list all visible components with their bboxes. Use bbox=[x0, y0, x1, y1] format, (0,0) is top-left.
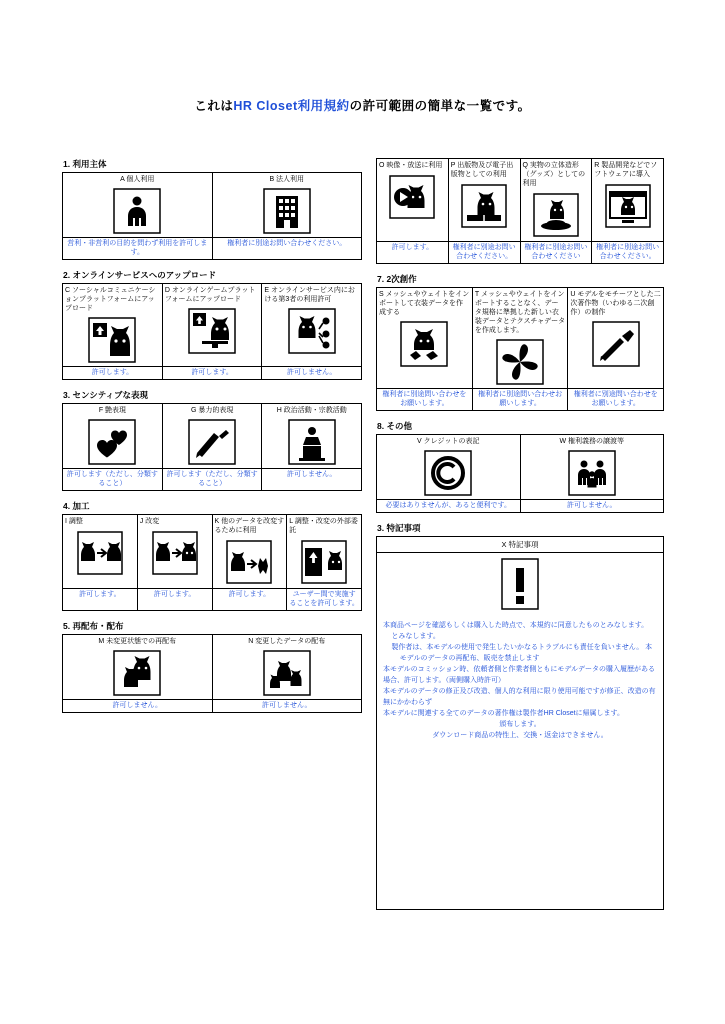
item-T bbox=[473, 288, 568, 388]
item-F-note: 許可します（ただし、分類すること） bbox=[66, 471, 158, 487]
item-G-label: G 暴力的表現 bbox=[190, 407, 234, 414]
item-K-note: 許可します。 bbox=[228, 591, 271, 598]
item-E-label: E オンラインサービス内における第3者の利用許可 bbox=[264, 287, 355, 303]
item-C-label: C ソーシャルコミュニケーションプラットフォームにアップロード bbox=[65, 287, 156, 312]
brush-icon bbox=[589, 319, 643, 369]
item-L-label: L 調整・改変の外部委託 bbox=[289, 518, 358, 534]
redistribute-icon bbox=[110, 648, 164, 698]
item-R bbox=[592, 159, 663, 232]
upload-cat-icon bbox=[85, 315, 139, 365]
building-icon bbox=[260, 186, 314, 236]
item-I bbox=[63, 515, 137, 579]
item-T-note: 権利者に別途問い合わせお願いします。 bbox=[478, 391, 563, 407]
section-4-table bbox=[62, 514, 362, 611]
item-Q-note: 権利者に別途お問い合わせください bbox=[524, 244, 588, 260]
item-V-label: V クレジットの表記 bbox=[417, 438, 480, 445]
section-2-heading: 2. オンラインサービスへのアップロード bbox=[63, 270, 217, 280]
special-para-8: ダウンロード商品の特性上、交換・返金はできません。 bbox=[432, 732, 608, 739]
section-5-heading: 5. 再配布・配布 bbox=[63, 621, 124, 631]
section-7-heading: 7. 2次創作 bbox=[377, 274, 417, 284]
copyright-icon bbox=[421, 448, 475, 498]
item-G-note: 許可します（ただし、分類すること） bbox=[166, 471, 258, 487]
item-J-label: J 改変 bbox=[139, 518, 160, 525]
exclamation-icon bbox=[377, 553, 663, 615]
item-E bbox=[262, 284, 361, 357]
section-1-heading: 1. 利用主体 bbox=[63, 159, 107, 169]
section-6-table bbox=[376, 158, 664, 264]
new-costume-icon bbox=[493, 337, 547, 387]
modify-cat-icon bbox=[148, 528, 202, 578]
item-E-note: 許可しません。 bbox=[287, 369, 337, 376]
section-1-table bbox=[62, 172, 362, 260]
section-7-table bbox=[376, 287, 664, 411]
outsource-cat-icon bbox=[297, 537, 351, 587]
item-H-note: 許可しません。 bbox=[287, 471, 337, 478]
video-play-cat-icon bbox=[385, 172, 439, 222]
item-Q bbox=[521, 159, 592, 241]
section-8-table bbox=[376, 434, 664, 513]
distribute-modified-icon bbox=[260, 648, 314, 698]
item-W-note: 許可しません。 bbox=[567, 502, 617, 509]
item-K bbox=[213, 515, 287, 588]
section-9-heading: 3. 特記事項 bbox=[377, 523, 421, 533]
item-O-note: 許可します。 bbox=[391, 244, 434, 251]
right-column bbox=[376, 158, 664, 910]
item-G bbox=[163, 404, 262, 468]
title-prefix: これは bbox=[194, 99, 234, 113]
item-B bbox=[213, 173, 362, 237]
special-para-5: 本モデルのデータの修正及び改造、個人的な利用に限り使用可能ですが修正、改造の有無にかかわらず bbox=[383, 688, 656, 706]
section-3-heading: 3. センシティブな表現 bbox=[63, 390, 149, 400]
section-3-table bbox=[62, 403, 362, 491]
special-notes-box bbox=[376, 536, 664, 910]
share-cat-icon bbox=[285, 306, 339, 356]
item-D-note: 許可します。 bbox=[191, 369, 233, 376]
book-cat-icon bbox=[457, 181, 511, 231]
item-N-note: 許可しません。 bbox=[262, 702, 312, 709]
person-icon bbox=[110, 186, 164, 236]
item-M bbox=[63, 635, 212, 699]
item-X-label: X 特記事項 bbox=[377, 537, 663, 553]
item-D bbox=[163, 284, 262, 357]
item-L-note: ユーザー間で実施することを許可します。 bbox=[289, 591, 359, 607]
special-para-1: 本商品ページを確認もしくは購入した時点で、本規約に同意したものとみなします。 bbox=[383, 622, 649, 629]
hearts-icon bbox=[85, 417, 139, 467]
section-5-table bbox=[62, 634, 362, 713]
special-notes-empty-area bbox=[377, 749, 663, 909]
software-cat-icon bbox=[601, 181, 655, 231]
item-W bbox=[521, 435, 664, 499]
item-D-label: D オンラインゲームプラットフォームにアップロード bbox=[164, 287, 256, 303]
item-B-label: B 法人利用 bbox=[269, 176, 305, 183]
item-V-note: 必要はありませんが、あると便利です。 bbox=[385, 502, 511, 509]
section-8-heading: 8. その他 bbox=[377, 421, 412, 431]
item-U bbox=[568, 288, 663, 370]
item-R-label: R 製品開発などでソフトウェアに導入 bbox=[594, 162, 658, 178]
item-M-note: 許可しません。 bbox=[112, 702, 162, 709]
item-M-label: M 未変更状態での再配布 bbox=[98, 638, 177, 645]
item-F-label: F 艶表現 bbox=[98, 407, 127, 414]
item-N-label: N 変更したデータの配布 bbox=[248, 638, 326, 645]
figure-icon bbox=[529, 190, 583, 240]
item-R-note: 権利者に別途お問い合わせください。 bbox=[596, 244, 660, 260]
item-A bbox=[63, 173, 212, 237]
item-F bbox=[63, 404, 162, 468]
item-J-note: 許可します。 bbox=[153, 591, 196, 598]
item-U-label: U モデルをモチーフとした二次著作物（いわゆる二次創作）の制作 bbox=[570, 291, 661, 316]
special-para-6: 本モデルに関連する全てのデータの著作権は製作者HR Closetに帰属します。 bbox=[383, 710, 624, 717]
item-B-note: 権利者に別途お問い合わせください。 bbox=[227, 240, 347, 247]
item-P bbox=[449, 159, 520, 232]
knife-icon bbox=[185, 417, 239, 467]
item-L bbox=[287, 515, 361, 588]
item-C bbox=[63, 284, 162, 366]
item-A-note: 営利・非営利の目的を問わず利用を許可します。 bbox=[67, 240, 208, 256]
special-para-4: 本モデルのコミッション時、依頼者側と作業者側ともにモデルデータの購入履歴がある場合、許可します。（両側購入時許可） bbox=[383, 666, 656, 684]
item-H-label: H 政治活動・宗教活動 bbox=[276, 407, 347, 414]
item-P-label: P 出版物及び電子出版物としての利用 bbox=[450, 162, 514, 178]
item-S-note: 権利者に別途問い合わせをお願いします。 bbox=[382, 391, 467, 407]
special-notes-text bbox=[377, 615, 663, 749]
section-2-table bbox=[62, 283, 362, 380]
item-K-label: K 他のデータを改変するために利用 bbox=[214, 518, 285, 534]
item-S bbox=[377, 288, 472, 370]
item-I-label: I 調整 bbox=[65, 518, 83, 525]
adjust-cat-icon bbox=[73, 528, 127, 578]
podium-icon bbox=[285, 417, 339, 467]
item-O-label: O 映像・放送に利用 bbox=[379, 162, 443, 169]
section-4-heading: 4. 加工 bbox=[63, 501, 90, 511]
transfer-people-icon bbox=[565, 448, 619, 498]
item-W-label: W 権利義務の譲渡等 bbox=[559, 438, 625, 445]
title-highlight: HR Closet利用規約 bbox=[233, 99, 350, 113]
item-H bbox=[262, 404, 361, 468]
item-S-label: S メッシュやウェイトをインポートして衣装データを作成する bbox=[379, 291, 470, 316]
item-V bbox=[377, 435, 520, 499]
page-title bbox=[0, 96, 725, 114]
item-O bbox=[377, 159, 448, 223]
upload-monitor-cat-icon bbox=[185, 306, 239, 356]
left-column bbox=[62, 158, 362, 713]
title-suffix: の許可範囲の簡単な一覧です。 bbox=[349, 99, 531, 113]
item-N bbox=[213, 635, 362, 699]
item-Q-label: Q 実物の立体造形（グッズ）としての利用 bbox=[522, 162, 586, 187]
special-para-2: とみなします。 bbox=[391, 633, 440, 640]
item-J bbox=[138, 515, 212, 579]
item-A-label: A 個人利用 bbox=[120, 176, 155, 183]
transform-cat-icon bbox=[222, 537, 276, 587]
item-P-note: 権利者に別途お問い合わせください。 bbox=[452, 244, 516, 260]
mesh-import-icon bbox=[397, 319, 451, 369]
item-I-note: 許可します。 bbox=[79, 591, 121, 598]
item-T-label: T メッシュやウェイトをインポートすることなく、データ規格に準拠した新しい衣装データとテクスチャデータを作成します。 bbox=[474, 291, 566, 334]
special-para-3: 製作者は、本モデルの使用で発生したいかなるトラブルにも責任を負いません。 本モデルのデータの再配布、販売を禁止します bbox=[391, 644, 653, 662]
item-U-note: 権利者に別途問い合わせをお願いします。 bbox=[573, 391, 658, 407]
special-para-7: 頒布します。 bbox=[499, 721, 541, 728]
item-C-note: 許可します。 bbox=[91, 369, 134, 376]
